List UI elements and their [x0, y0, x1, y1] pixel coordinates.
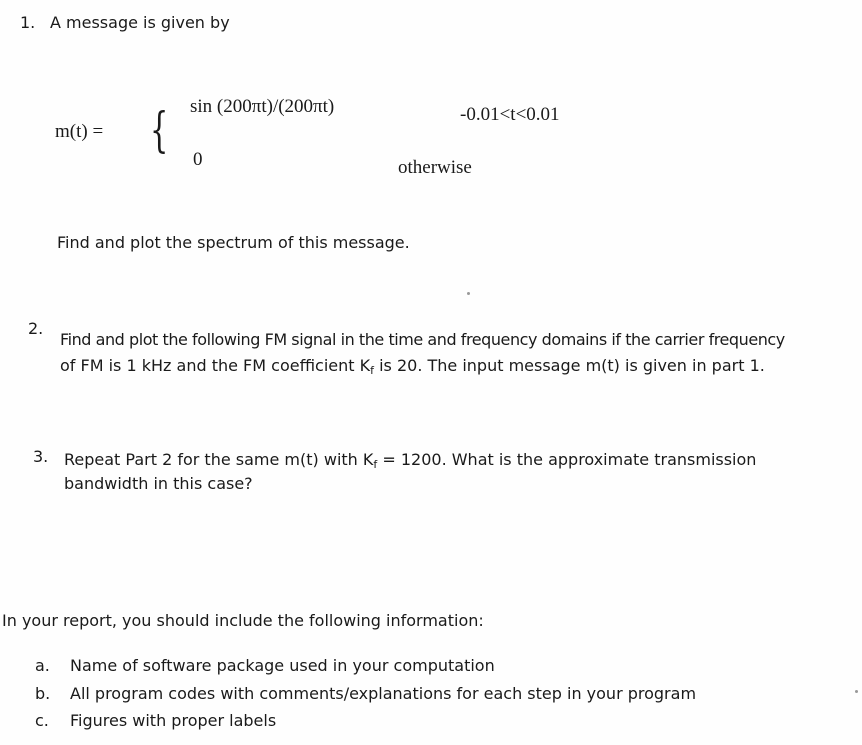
q1-case1-expression: sin (200πt)/(200πt)	[190, 96, 335, 117]
q1-brace: {	[150, 102, 169, 158]
q2-line1: Find and plot the following FM signal in the time and frequency domains if the carrier frequency	[60, 330, 785, 349]
q1-case2-condition: otherwise	[398, 157, 472, 178]
q2-line2: of FM is 1 kHz and the FM coefficient $K_f$ is 20. The input message m(t) is given in part 1.	[60, 356, 765, 377]
report-intro: In your report, you should include the following information:	[2, 611, 484, 630]
report-item-marker: c.	[35, 711, 49, 730]
report-item-text: All program codes with comments/explanations for each step in your program	[70, 684, 697, 703]
speck	[855, 690, 858, 693]
q1-case2-expression: 0	[193, 149, 203, 170]
q2-number: 2.	[28, 319, 44, 338]
q1-number: 1.	[20, 13, 36, 32]
q1-task: Find and plot the spectrum of this message.	[57, 233, 410, 252]
q3-line1: Repeat Part 2 for the same m(t) with $K_f = 1200$. What is the approximate transmission	[64, 450, 757, 471]
speck	[467, 292, 470, 295]
q3-line2: bandwidth in this case?	[64, 474, 253, 493]
q3-number: 3.	[33, 447, 49, 466]
q1-case1-condition: -0.01<t<0.01	[460, 104, 560, 125]
report-item-marker: a.	[35, 656, 50, 675]
report-item-text: Name of software package used in your computation	[70, 656, 495, 675]
report-item-marker: b.	[35, 684, 51, 703]
report-item-text: Figures with proper labels	[70, 711, 277, 730]
q1-intro: A message is given by	[50, 13, 230, 32]
q1-lhs: m(t) =	[55, 121, 104, 142]
